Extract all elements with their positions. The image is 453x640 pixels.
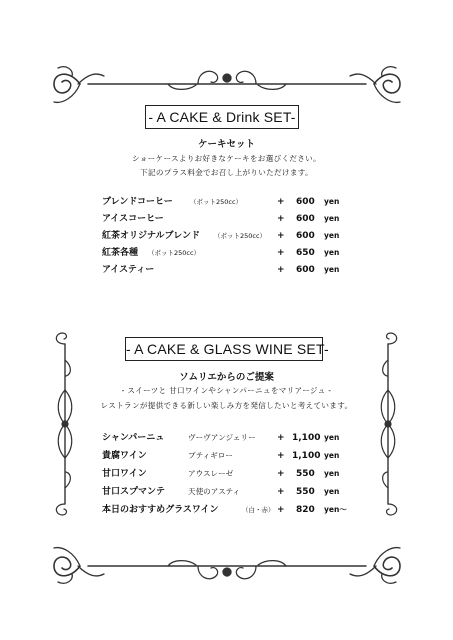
item-plus: + <box>277 197 285 207</box>
menu-item <box>102 245 352 261</box>
item-name: 紅茶各種 <box>102 248 139 258</box>
item-name: ブレンドコーヒー <box>102 197 173 207</box>
left-vertical-scroll-icon <box>52 330 78 518</box>
item-name: アイスコーヒー <box>102 214 164 224</box>
menu-item <box>102 502 362 518</box>
item-description: ヴーヴアンジェリー <box>188 433 256 442</box>
item-unit: yen <box>324 248 340 257</box>
item-unit: yen <box>324 197 340 206</box>
item-price: 820 <box>296 505 315 515</box>
item-name: アイスティー <box>102 265 155 275</box>
item-name: 甘口スプマンテ <box>102 487 166 497</box>
item-plus: + <box>277 265 285 275</box>
item-note: （ポット250cc） <box>214 232 267 240</box>
item-unit: yen <box>324 265 340 274</box>
item-price: 1,100 <box>292 451 321 461</box>
cake-wine-set-title: - A CAKE & GLASS WINE SET- <box>125 337 323 361</box>
item-price: 550 <box>296 469 315 479</box>
item-note: （ポット250cc） <box>190 198 243 206</box>
item-price: 550 <box>296 487 315 497</box>
item-description: 天使のアスティ <box>188 487 241 496</box>
item-unit: yen <box>324 433 340 442</box>
cake-set-description-line-1: ショーケースよりお好きなケーキをお選びください。 <box>132 154 321 163</box>
sommelier-subtitle: ソムリエからのご提案 <box>179 372 274 383</box>
item-plus: + <box>277 214 285 224</box>
item-price: 600 <box>296 214 315 224</box>
item-unit: yen <box>324 451 340 460</box>
item-price: 650 <box>296 248 315 258</box>
cake-set-description-line-2: 下記のプラス料金でお召し上がりいただけます。 <box>140 168 313 177</box>
item-price: 1,100 <box>292 433 321 443</box>
item-unit: yen <box>324 214 340 223</box>
item-plus: + <box>277 231 285 241</box>
item-unit: yen <box>324 469 340 478</box>
item-description: アウスレーゼ <box>188 469 234 478</box>
wine-set-description-line-2: レストランが提供できる新しい楽しみ方を発信したいと考えています。 <box>100 401 353 410</box>
cake-set-subtitle: ケーキセット <box>197 139 255 150</box>
item-description: ブティギロー <box>188 451 233 460</box>
item-name: 貴腐ワイン <box>102 451 147 461</box>
menu-item <box>102 466 352 482</box>
item-price: 600 <box>296 197 315 207</box>
top-scroll-divider-icon <box>48 58 406 110</box>
item-price: 600 <box>296 231 315 241</box>
item-plus: + <box>277 487 285 497</box>
menu-item <box>102 262 352 278</box>
item-name: 甘口ワイン <box>102 469 147 479</box>
item-note: （ポット250cc） <box>148 249 201 257</box>
item-description: （白・赤） <box>242 506 275 514</box>
item-price: 600 <box>296 265 315 275</box>
menu-item <box>102 194 352 210</box>
item-plus: + <box>277 451 285 461</box>
cake-drink-set-title: - A CAKE & Drink SET- <box>145 105 299 129</box>
menu-item <box>102 430 352 446</box>
menu-item <box>102 448 352 464</box>
item-name: 紅茶オリジナルブレンド <box>102 231 200 241</box>
menu-item <box>102 228 352 244</box>
menu-item <box>102 211 352 227</box>
item-name: 本日のおすすめグラスワイン <box>102 505 219 515</box>
item-unit: yen <box>324 231 340 240</box>
item-plus: + <box>277 248 285 258</box>
item-plus: + <box>277 505 285 515</box>
item-unit: yen〜 <box>324 505 347 514</box>
menu-item <box>102 484 352 500</box>
wine-set-description-line-1: - スイーツと 甘口ワインやシャンパーニュをマリアージュ - <box>121 386 332 395</box>
item-unit: yen <box>324 487 340 496</box>
item-plus: + <box>277 433 285 443</box>
item-plus: + <box>277 469 285 479</box>
item-name: シャンパーニュ <box>102 433 165 443</box>
bottom-scroll-divider-icon <box>48 540 406 592</box>
right-vertical-scroll-icon <box>375 330 401 518</box>
